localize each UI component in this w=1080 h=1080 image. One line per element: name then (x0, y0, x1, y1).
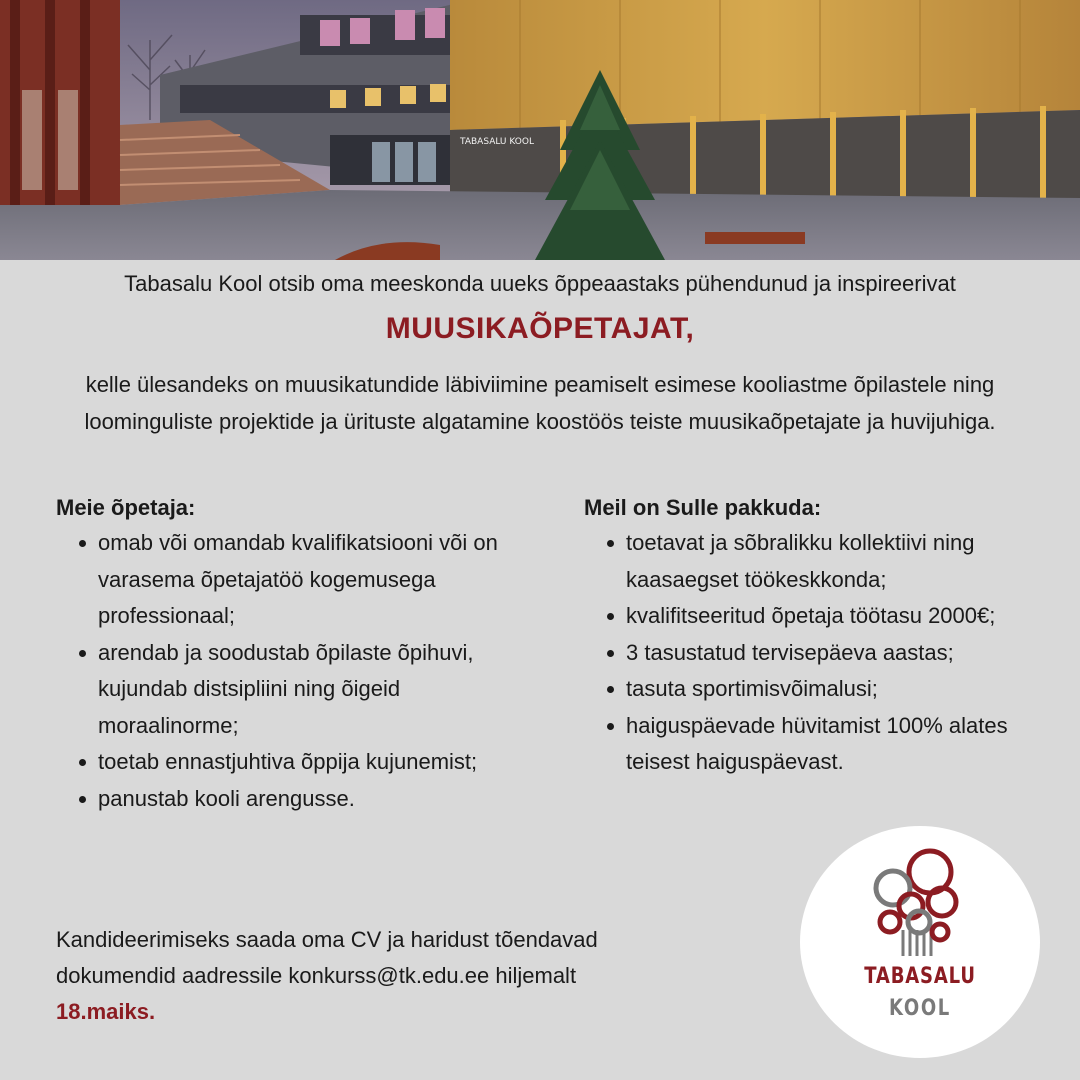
school-logo (800, 826, 1040, 1058)
list-item: tasuta sportimisvõimalusi; (584, 671, 1074, 708)
requirements-list (56, 525, 546, 817)
logo-text-tabasalu: TABASALU (864, 964, 976, 989)
intro-text: Tabasalu Kool otsib oma meeskonda uueks õppeaastaks pühendunud ja inspireerivat (124, 271, 956, 296)
list-item: arendab ja soodustab õpilaste õpihuvi, kujundab distsipliini ning õigeid moraalinorme; (56, 635, 546, 745)
list-item: panustab kooli arengusse. (56, 781, 546, 818)
logo-text-kool: KOOL (889, 996, 951, 1021)
offers-list (584, 525, 1074, 781)
tree-logo-icon (800, 826, 1040, 1058)
offers-title: Meil on Sulle pakkuda: (584, 495, 822, 520)
list-item: haiguspäevade hüvitamist 100% alates teisest haiguspäevast. (584, 708, 1074, 781)
list-item: kvalifitseeritud õpetaja töötasu 2000€; (584, 598, 1074, 635)
list-item: 3 tasustatud tervisepäeva aastas; (584, 635, 1074, 672)
list-item: toetab ennastjuhtiva õppija kujunemist; (56, 744, 546, 781)
list-item: toetavat ja sõbralikku kollektiivi ning kaasaegset töökeskkonda; (584, 525, 1074, 598)
job-title: MUUSIKAÕPETAJAT, (385, 312, 695, 345)
requirements-section (56, 492, 546, 817)
list-item: omab või omandab kvalifikatsiooni või on varasema õpetajatöö kogemusega professionaal; (56, 525, 546, 635)
application-deadline: 18.maiks. (56, 999, 156, 1024)
building-sign: TABASALU KOOL (460, 137, 534, 147)
requirements-title: Meie õpetaja: (56, 495, 196, 520)
offers-section (584, 492, 1074, 781)
application-info (56, 922, 616, 1030)
school-building-photo (0, 0, 1080, 260)
application-text: Kandideerimiseks saada oma CV ja haridust tõendavad dokumendid aadressile konkurss@tk.edu.ee hiljemalt (56, 927, 598, 988)
job-description: kelle ülesandeks on muusikatundide läbiviimine peamiselt esimese kooliastme õpilastele ning loominguliste projektide ja ürituste algatamine koostöös teiste muusikaõpetajate ja huvijuhiga. (84, 372, 996, 434)
